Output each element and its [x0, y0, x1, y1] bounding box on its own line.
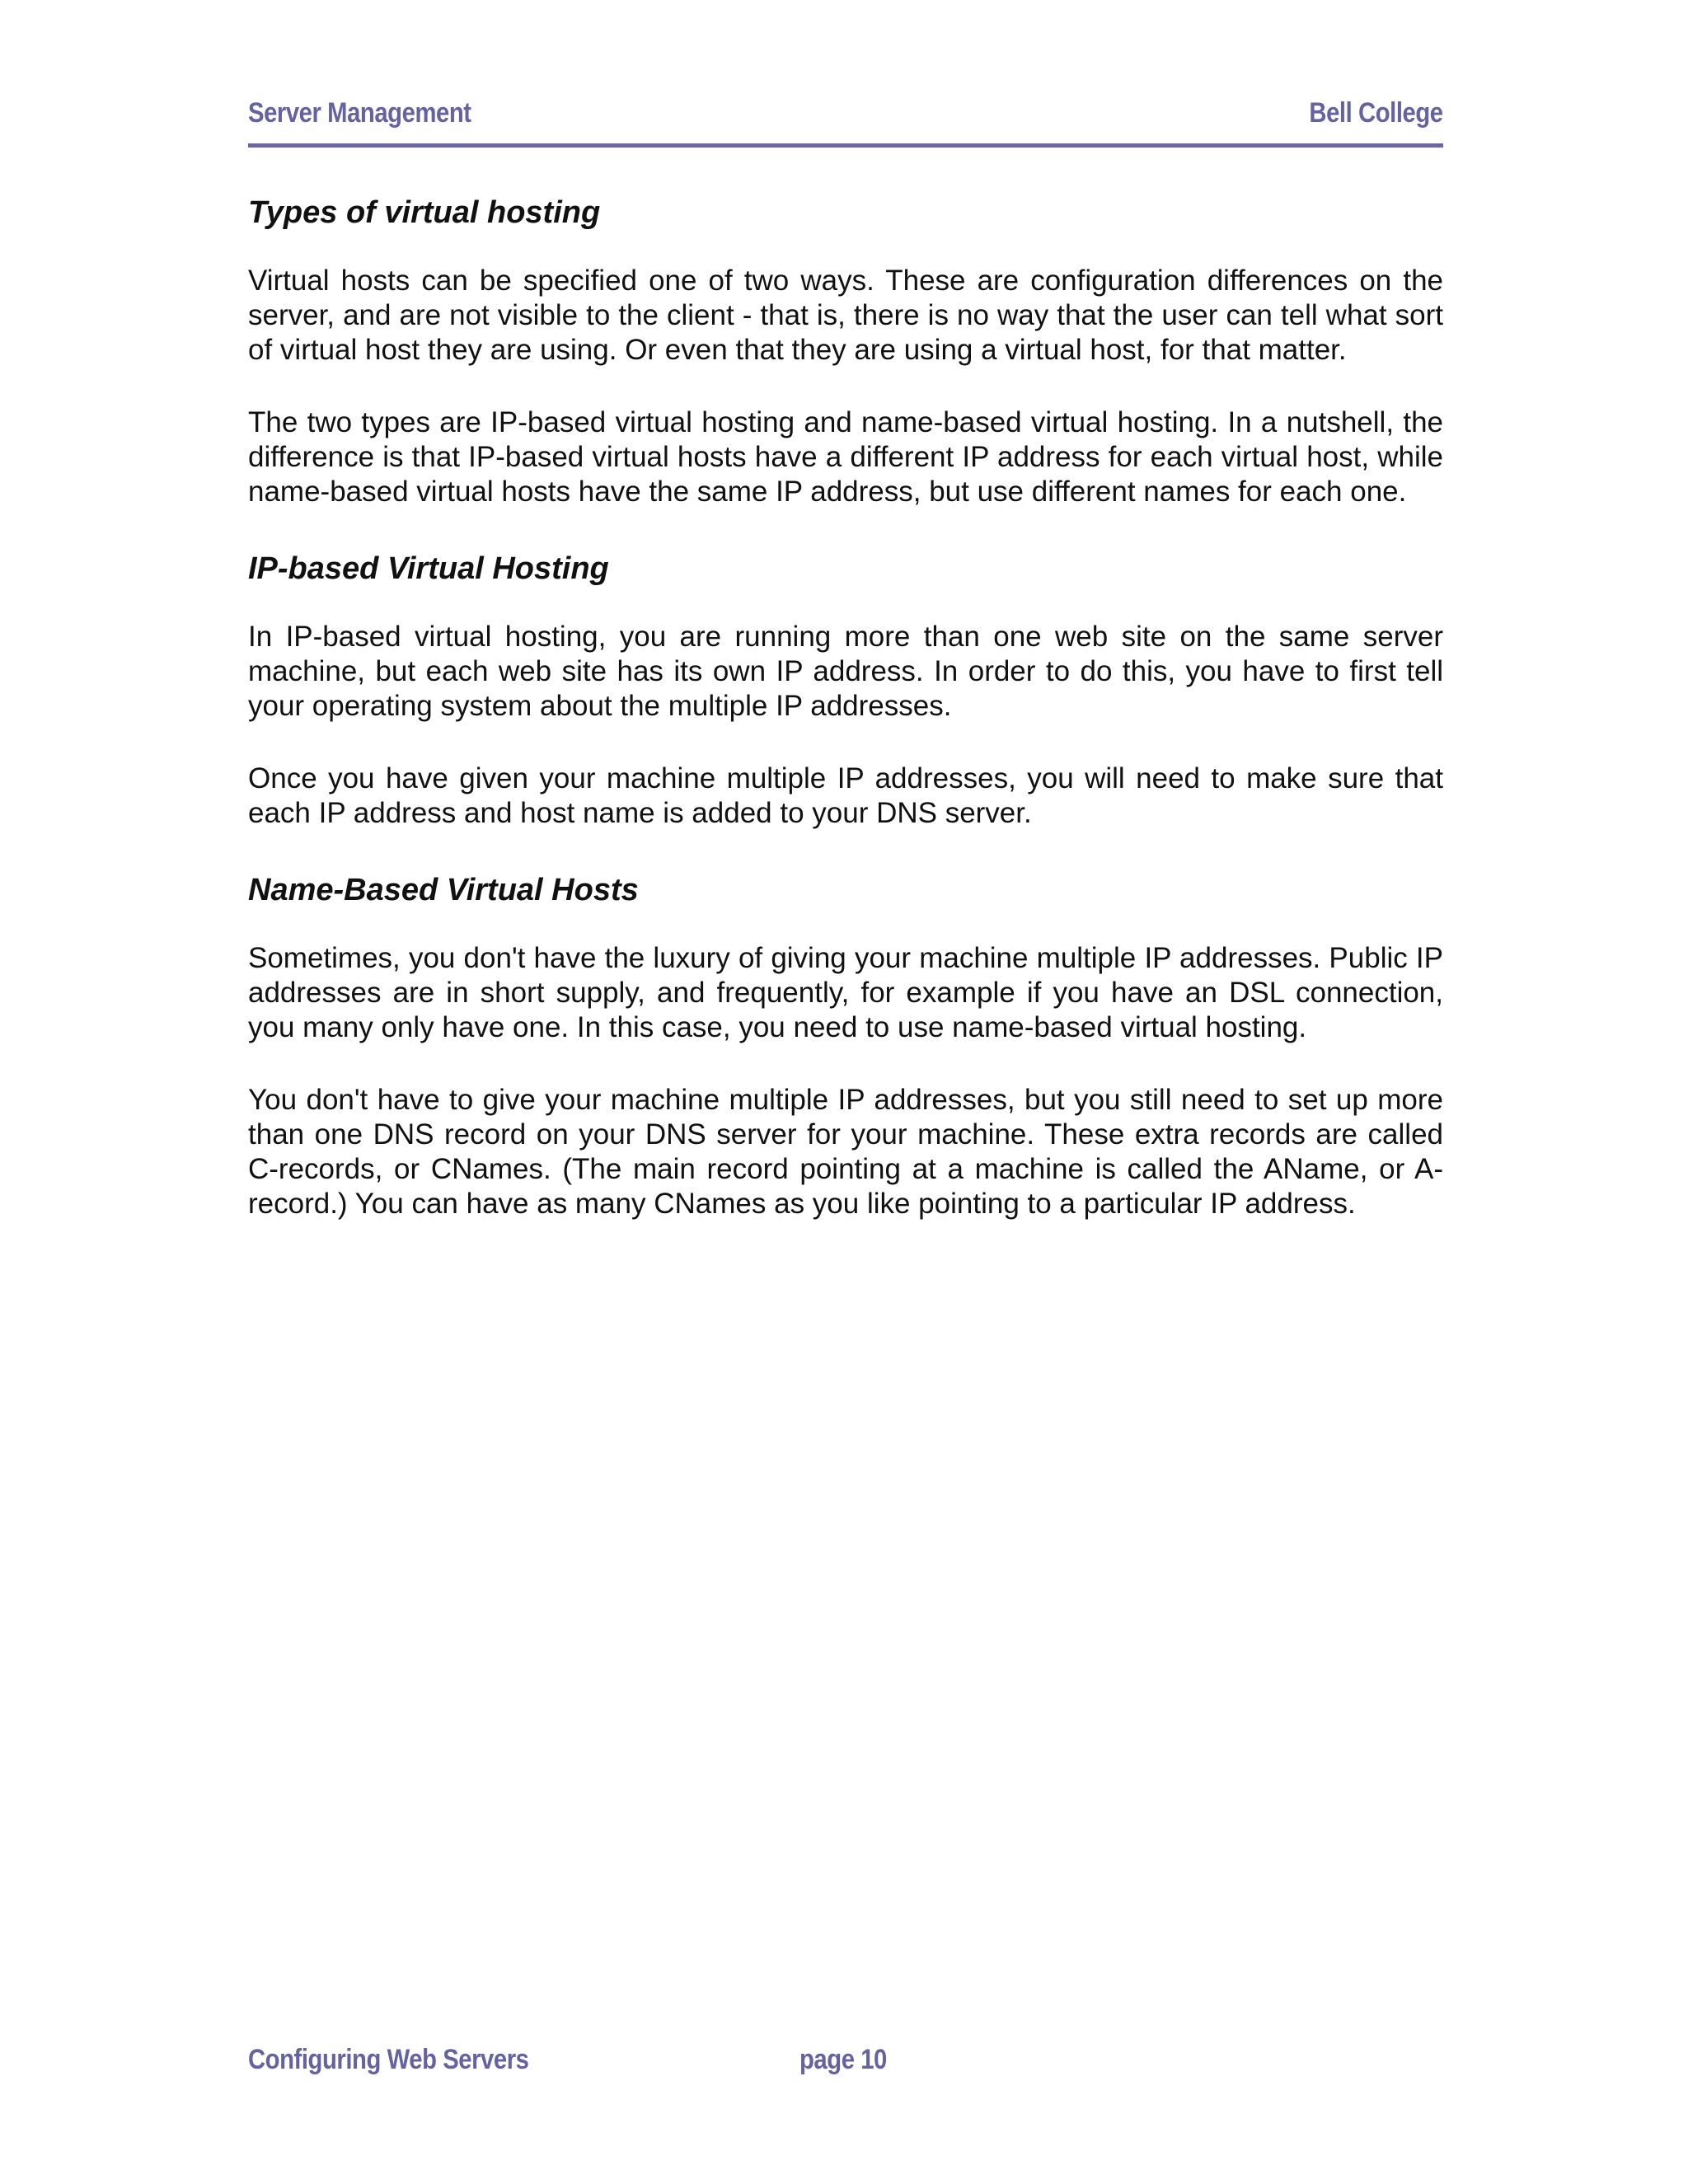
header-institution: Bell College	[1309, 97, 1443, 129]
document-body	[248, 191, 1443, 1221]
page-header	[248, 97, 1443, 148]
paragraph: In IP-based virtual hosting, you are running more than one web site on the same server machine, but each web site has its own IP address. In order to do this, you have to first tell your operating system about the multiple IP addresses.	[248, 621, 1443, 722]
section-heading: Name-Based Virtual Hosts	[248, 873, 639, 907]
paragraph: You don't have to give your machine multiple IP addresses, but you still need to set up more than one DNS record on your DNS server for your machine. These extra records are called C-records, or CNames. (The main record pointing at a machine is called the AName, or A-record.) You can have as many CNames as you like pointing to a particular IP address.	[248, 1084, 1443, 1220]
footer-document-title: Configuring Web Servers	[248, 2044, 529, 2075]
page-number: page 10	[799, 2044, 887, 2075]
paragraph: The two types are IP-based virtual hosting and name-based virtual hosting. In a nutshell, the difference is that IP-based virtual hosts have a different IP address for each virtual host, while name-based virtual hosts have the same IP address, but use different names for each one.	[248, 406, 1443, 508]
paragraph: Once you have given your machine multiple IP addresses, you will need to make sure that each IP address and host name is added to your DNS server.	[248, 762, 1443, 829]
header-course-title: Server Management	[248, 97, 471, 129]
section-heading: IP-based Virtual Hosting	[248, 551, 609, 586]
paragraph: Sometimes, you don't have the luxury of giving your machine multiple IP addresses. Public IP addresses are in short supply, and frequently, for example if you have an DSL connection, you many only have one. In this case, you need to use name-based virtual hosting.	[248, 942, 1443, 1043]
section-heading: Types of virtual hosting	[248, 195, 601, 230]
paragraph: Virtual hosts can be specified one of two ways. These are configuration differences on the server, and are not visible to the client - that is, there is no way that the user can tell what sort of virtual host they are using. Or even that they are using a virtual host, for that matter.	[248, 265, 1443, 366]
